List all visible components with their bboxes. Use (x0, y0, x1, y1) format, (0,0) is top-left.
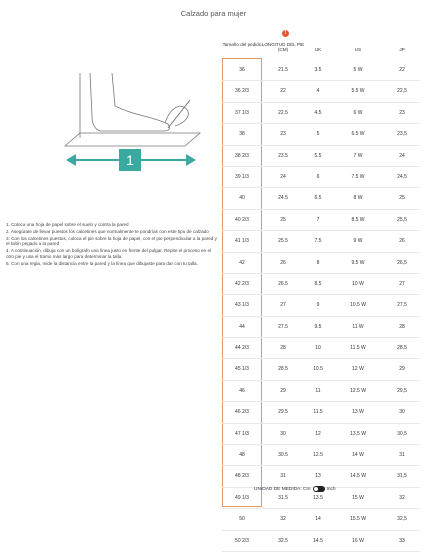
table-cell: 46 (239, 387, 245, 394)
table-row[interactable] (222, 509, 420, 530)
table-cell: 30 (399, 409, 405, 416)
table-cell: 8 (316, 259, 320, 266)
table-cell: 26,5 (397, 259, 407, 266)
table-cell: 28,5 (397, 345, 407, 352)
table-cell: 11.5 W (350, 345, 366, 352)
table-cell: 22 (280, 88, 286, 95)
unit-switch[interactable] (313, 486, 325, 492)
instruction-item: 2. Asegúrate de llevar puestos los calcetines que normalmente te pondrías con este tipo de calzado (6, 228, 209, 234)
table-cell: 31 (399, 452, 405, 459)
table-cell: 24.5 (278, 195, 288, 202)
table-cell: 21.5 (278, 67, 288, 73)
table-cell: 25,5 (397, 216, 407, 223)
table-cell: 6.5 (314, 195, 322, 202)
table-cell: 9.5 W (351, 259, 365, 266)
table-cell: 49 1/3 (235, 494, 249, 501)
table-cell: 12.5 W (350, 387, 366, 394)
table-row[interactable] (222, 146, 420, 167)
table-cell: 5 W (353, 67, 363, 73)
table-cell: 13 (315, 473, 321, 480)
table-cell: 37 1/3 (235, 109, 249, 116)
table-cell: 14 W (352, 452, 364, 459)
table-cell: 36 (239, 67, 245, 73)
instruction-item: 3. Con los calcetines puestos, coloca el pie sobre la hoja de papel, con el pie perpendicular a la pared y el talón pegado a la pared (6, 235, 217, 247)
table-row[interactable] (222, 338, 420, 359)
table-cell: 29 (399, 366, 405, 373)
measure-instructions (6, 222, 218, 268)
table-row[interactable] (222, 253, 420, 274)
table-cell: 32,5 (397, 516, 407, 523)
table-cell: 12.5 (313, 452, 323, 459)
table-row[interactable] (222, 167, 420, 188)
table-cell: 47 1/3 (235, 430, 249, 437)
table-cell: 31.5 (278, 494, 288, 501)
table-cell: 31 (280, 473, 286, 480)
table-cell: 23 (399, 109, 405, 116)
table-cell: 6.5 W (351, 131, 365, 138)
table-cell: 25 (280, 216, 286, 223)
table-cell: 50 2/3 (235, 537, 249, 544)
table-cell: 29 (280, 387, 286, 394)
table-cell: 50 (239, 516, 245, 523)
table-cell: 30,5 (397, 430, 407, 437)
table-cell: 27.5 (278, 323, 288, 330)
table-cell: 28.5 (278, 366, 288, 373)
table-cell: 27 (399, 280, 405, 287)
unit-alt-label: Inch (326, 486, 336, 492)
table-cell: 28 (280, 345, 286, 352)
table-cell: 10 W (352, 280, 364, 287)
table-cell: 12 W (352, 366, 364, 373)
table-cell: 23,5 (397, 131, 407, 138)
table-cell: 13.5 (313, 494, 323, 501)
table-cell: 25.5 (278, 238, 288, 245)
table-cell: 14 (315, 516, 321, 523)
table-row[interactable] (222, 531, 420, 552)
table-cell: 6 W (353, 109, 363, 116)
table-cell: 48 2/3 (235, 473, 249, 480)
table-cell: 22,5 (397, 88, 407, 95)
table-row[interactable] (222, 274, 420, 295)
table-cell: 29,5 (397, 387, 407, 394)
table-cell: 23 (280, 131, 286, 138)
table-cell: 10 (315, 345, 321, 352)
table-cell: 14.5 (313, 537, 323, 544)
table-cell: 40 (239, 195, 245, 202)
table-cell: 46 2/3 (235, 409, 249, 416)
table-cell: 26 (280, 259, 286, 266)
table-row[interactable] (222, 402, 420, 423)
table-cell: 13.5 W (350, 430, 366, 437)
table-cell: 44 (239, 323, 245, 330)
table-cell: 33 (399, 537, 405, 544)
table-cell: 30 (280, 430, 286, 437)
step-number: 1 (126, 152, 134, 168)
table-cell: 3.5 (314, 67, 322, 73)
table-cell: 43 1/3 (235, 302, 249, 309)
table-cell: 26.5 (278, 280, 288, 287)
table-cell: 9.5 (314, 323, 322, 330)
table-cell: 32 (399, 494, 405, 501)
table-row[interactable] (222, 359, 420, 380)
instruction-item: 4. A continuación, dibuja con un bolígrafo una línea justo en frente del pulgar. Repite el proceso en el otro pie y usa el tramo más largo para determinar la talla (6, 248, 212, 259)
table-cell: 42 (239, 259, 245, 266)
table-cell: 27,5 (397, 302, 407, 309)
table-cell: 8.5 (314, 280, 322, 287)
table-cell: 15 W (352, 494, 364, 501)
table-cell: 9 (316, 302, 320, 309)
table-cell: 32 (280, 516, 286, 523)
table-cell: 32.5 (278, 537, 288, 544)
table-row[interactable] (222, 103, 420, 124)
table-row[interactable] (222, 466, 420, 487)
table-row[interactable] (222, 124, 420, 145)
table-cell: 23.5 (278, 152, 288, 159)
table-cell: 24 (399, 152, 405, 159)
table-cell: 8.5 W (351, 216, 365, 223)
table-cell: 7.5 W (351, 173, 365, 180)
table-header (222, 40, 420, 58)
header-us: US (354, 47, 362, 52)
page-title: Calzado para mujer (180, 9, 247, 18)
header-size: Tamaño del pedido (222, 42, 262, 47)
table-body (222, 60, 420, 552)
table-cell: 11 W (352, 323, 364, 330)
table-cell: 42 2/3 (235, 280, 249, 287)
table-row[interactable] (222, 424, 420, 445)
table-cell: 13 W (352, 409, 364, 416)
table-cell: 38 2/3 (235, 152, 249, 159)
table-cell: 27 (280, 302, 286, 309)
table-cell: 9 W (353, 238, 363, 245)
table-cell: 5 (316, 131, 320, 138)
table-cell: 24,5 (397, 173, 407, 180)
table-cell: 14.5 W (350, 473, 366, 480)
table-cell: 7 (316, 216, 320, 223)
table-row[interactable] (222, 60, 420, 81)
table-cell: 15.5 W (350, 516, 366, 523)
table-cell: 38 (239, 131, 245, 138)
table-cell: 5.5 W (351, 88, 365, 95)
table-cell: 22 (399, 67, 405, 73)
table-cell: 26 (399, 238, 405, 245)
table-cell: 7.5 (314, 238, 322, 245)
table-cell: 10.5 W (350, 302, 366, 309)
table-cell: 10.5 (313, 366, 323, 373)
table-cell: 6 (316, 173, 320, 180)
header-jp: JP (399, 47, 405, 52)
table-row[interactable] (222, 317, 420, 338)
table-row[interactable] (222, 381, 420, 402)
table-cell: 31,5 (397, 473, 407, 480)
table-row[interactable] (222, 188, 420, 209)
table-cell: 30.5 (278, 452, 288, 459)
table-row[interactable] (222, 81, 420, 102)
table-cell: 40 2/3 (235, 216, 249, 223)
table-cell: 44 2/3 (235, 345, 249, 352)
table-cell: 4.5 (314, 109, 322, 116)
table-row[interactable] (222, 231, 420, 252)
table-row[interactable] (222, 210, 420, 231)
unit-toggle[interactable] (254, 486, 336, 492)
table-cell: 4 (316, 88, 320, 95)
table-cell: 24 (280, 173, 286, 180)
table-row[interactable] (222, 445, 420, 466)
table-cell: 36 2/3 (235, 88, 249, 95)
table-cell: 11.5 (313, 409, 323, 416)
table-cell: 29.5 (278, 409, 288, 416)
table-cell: 16 W (352, 537, 364, 544)
table-cell: 45 1/3 (235, 366, 249, 373)
table-cell: 11 (315, 387, 321, 394)
header-foot-length: LONGITUD DEL PIE (CM) (261, 42, 305, 52)
info-icon[interactable]: ! (282, 30, 289, 37)
table-cell: 28 (399, 323, 405, 330)
table-cell: 48 (239, 452, 245, 459)
table-cell: 39 1/3 (235, 173, 249, 180)
table-cell: 25 (399, 195, 405, 202)
table-cell: 12 (315, 430, 321, 437)
table-cell: 22.5 (278, 109, 288, 116)
instruction-item: 5. Con una regla, mide la distancia entre la pared y la línea que dibujaste para dar con tu talla. (6, 260, 198, 266)
table-cell: 5.5 (314, 152, 322, 159)
header-uk: UK (314, 47, 322, 52)
table-cell: 8 W (353, 195, 363, 202)
unit-label: UNIDAD DE MEDIDA: Cm (254, 486, 311, 492)
table-cell: 7 W (353, 152, 363, 159)
table-row[interactable] (222, 295, 420, 316)
table-cell: 41 1/3 (235, 238, 249, 245)
instruction-item: 1. Coloca una hoja de papel sobre el suelo y contra la pared (6, 222, 129, 227)
foot-measure-illustration (40, 68, 205, 178)
